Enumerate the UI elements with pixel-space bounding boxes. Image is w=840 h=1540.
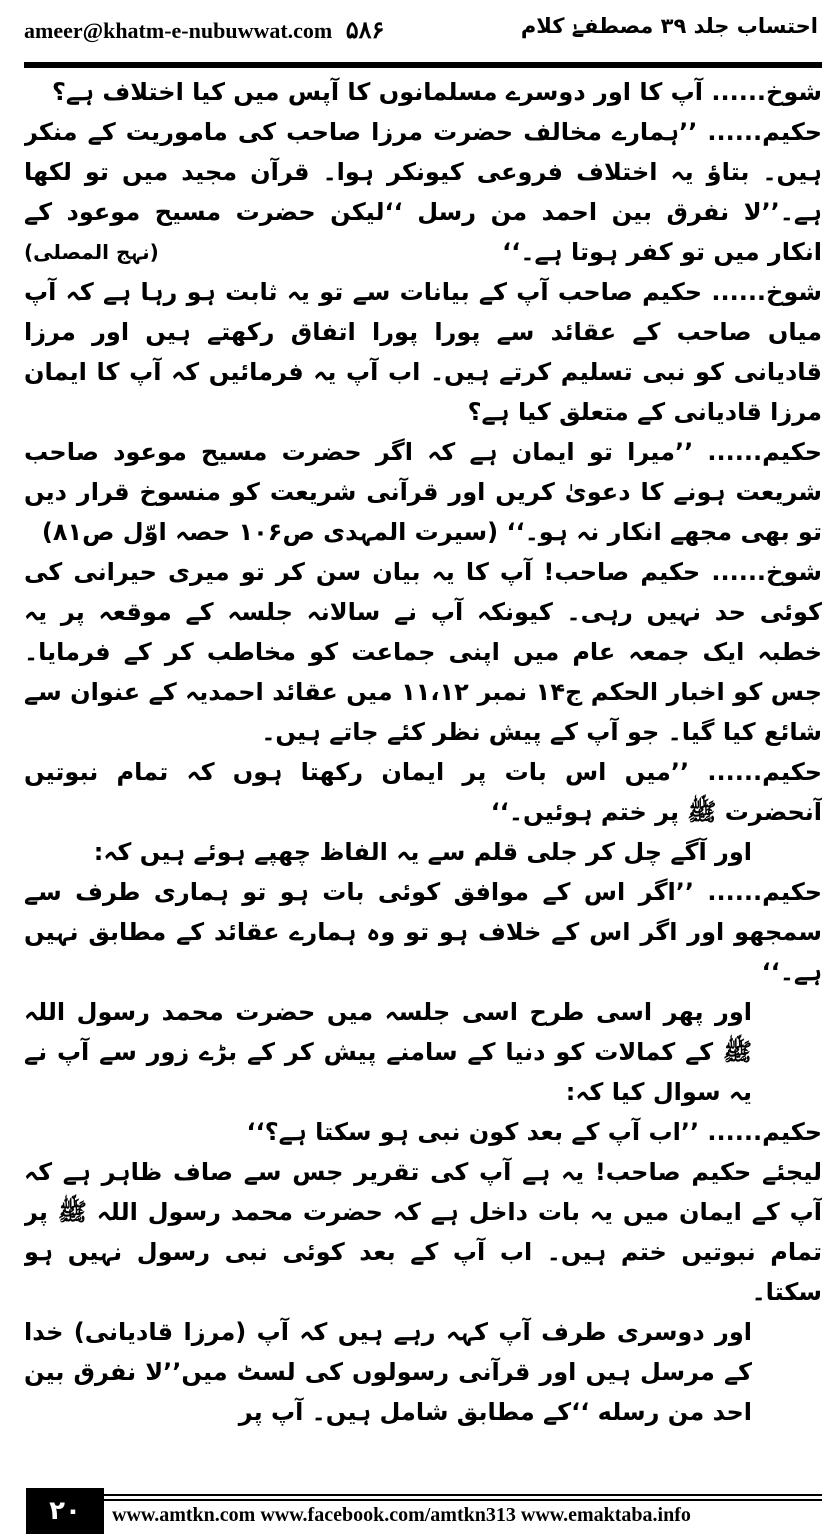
paragraph-text: ’’اب آپ کے بعد کون نبی ہو سکتا ہے؟‘‘ (246, 1118, 708, 1146)
paragraph-text: حکیم صاحب آپ کے بیانات سے تو یہ ثابت ہو رہا ہے کہ آپ میاں صاحب کے عقائد سے پورا پورا اتفاق رکھتے ہیں اور مرزا قادیانی کو نبی تسلیم کرتے ہیں۔ اب آپ یہ فرمائیں کہ آپ کا ایمان مرزا قادیانی کے متعلق کیا ہے؟ (24, 278, 822, 426)
paragraph (24, 1312, 822, 1432)
page-footer (0, 1488, 840, 1540)
paragraph (24, 1112, 822, 1152)
paragraph-text: ’’ہمارے مخالف حضرت مرزا صاحب کی ماموریت کے منکر ہیں۔ بتاؤ یہ اختلاف فروعی کیونکر ہوا۔ قرآن مجید میں تو لکھا ہے۔’’لا نفرق بین احمد من رسل ‘‘لیکن حضرت مسیح موعود کے انکار میں تو کفر ہوتا ہے۔‘‘ (24, 118, 822, 266)
paragraph-text: اور دوسری طرف آپ کہہ رہے ہیں کہ آپ (مرزا قادیانی) خدا کے مرسل ہیں اور قرآنی رسولوں کی لسٹ میں’’لا نفرق بین احد من رسله ‘‘کے مطابق شامل ہیں۔ آپ پر (24, 1318, 752, 1426)
paragraph (24, 272, 822, 432)
paragraph (24, 72, 822, 112)
paragraph-text: آپ کا اور دوسرے مسلمانوں کا آپس میں کیا اختلاف ہے؟ (51, 78, 712, 106)
speaker-label: شوخ...... (711, 558, 822, 586)
paragraph (24, 112, 822, 272)
paragraph-text: حکیم صاحب! آپ کا یہ بیان سن کر تو میری حیرانی کی کوئی حد نہیں رہی۔ کیونکہ آپ نے سالانہ جلسہ کے موقعہ پر یہ خطبہ ایک جمعہ عام میں اپنی جماعت کو مخاطب کر کے فرمایا۔ جس کو اخبار الحکم ج۱۴ نمبر ۱۱،۱۲ میں عقائد احمدیہ کے عنوان سے شائع کیا گیا۔ جو آپ کے پیش نظر کئے جاتے ہیں۔ (24, 558, 822, 746)
footer-links: www.amtkn.com www.facebook.com/amtkn313 www.emaktaba.info (112, 1504, 691, 1526)
speaker-label: حکیم...... (707, 118, 822, 146)
paragraph-text: لیجئے حکیم صاحب! یہ ہے آپ کی تقریر جس سے صاف ظاہر ہے کہ آپ کے ایمان میں یہ بات داخل ہے کہ حضرت محمد رسول اللہ ﷺ پر تمام نبوتیں ختم ہیں۔ اب آپ کے بعد کوئی نبی رسول نہیں ہو سکتا۔ (24, 1158, 822, 1306)
header-rule (24, 62, 822, 68)
paragraph (24, 752, 822, 832)
footer-rule (104, 1494, 822, 1496)
document-body (24, 72, 822, 1472)
paragraph (24, 432, 822, 552)
paragraph (24, 832, 822, 872)
footer-page-number: ۲۰ (26, 1488, 104, 1534)
footer-rule-2 (104, 1499, 822, 1501)
speaker-label: شوخ...... (711, 78, 822, 106)
paragraph-text: ’’میں اس بات پر ایمان رکھتا ہوں کہ تمام نبوتیں آنحضرت ﷺ پر ختم ہوئیں۔‘‘ (24, 758, 822, 826)
paragraph (24, 872, 822, 992)
page-number: ۵۸۶ (345, 18, 385, 44)
speaker-label: شوخ...... (711, 278, 822, 306)
paragraph-text: ’’اگر اس کے موافق کوئی بات ہو تو ہماری طرف سے سمجھو اور اگر اس کے خلاف ہو تو وہ ہمارے عقائد کے مطابق نہیں ہے۔‘‘ (24, 878, 822, 986)
speaker-label: حکیم...... (707, 758, 822, 786)
paragraph-text: اور آگے چل کر جلی قلم سے یہ الفاظ چھپے ہوئے ہیں کہ: (93, 838, 752, 866)
speaker-label: حکیم...... (707, 438, 822, 466)
paragraph (24, 552, 822, 752)
paragraph (24, 1152, 822, 1312)
speaker-label: حکیم...... (707, 1118, 822, 1146)
speaker-label: حکیم...... (707, 878, 822, 906)
citation: (نہج المصلی) (24, 240, 159, 264)
email-text: ameer@khatm-e-nubuwwat.com (24, 18, 333, 43)
page-header (0, 0, 840, 54)
paragraph-text: اور پھر اسی طرح اسی جلسہ میں حضرت محمد رسول اللہ ﷺ کے کمالات کو دنیا کے سامنے پیش کر کے بڑے زور سے آپ نے یہ سوال کیا کہ: (24, 998, 752, 1106)
paragraph (24, 992, 822, 1112)
paragraph-text: ’’میرا تو ایمان ہے کہ اگر حضرت مسیح موعود صاحب شریعت ہونے کا دعویٰ کریں اور قرآنی شریعت کو منسوخ قرار دیں تو بھی مجھے انکار نہ ہو۔‘‘ (سیرت المہدی ص۱۰۶ حصہ اوّل ص۸۱) (24, 438, 822, 546)
header-email (24, 16, 384, 45)
book-title: احتساب جلد ۳۹ مصطفےٰ کلام (520, 14, 818, 38)
